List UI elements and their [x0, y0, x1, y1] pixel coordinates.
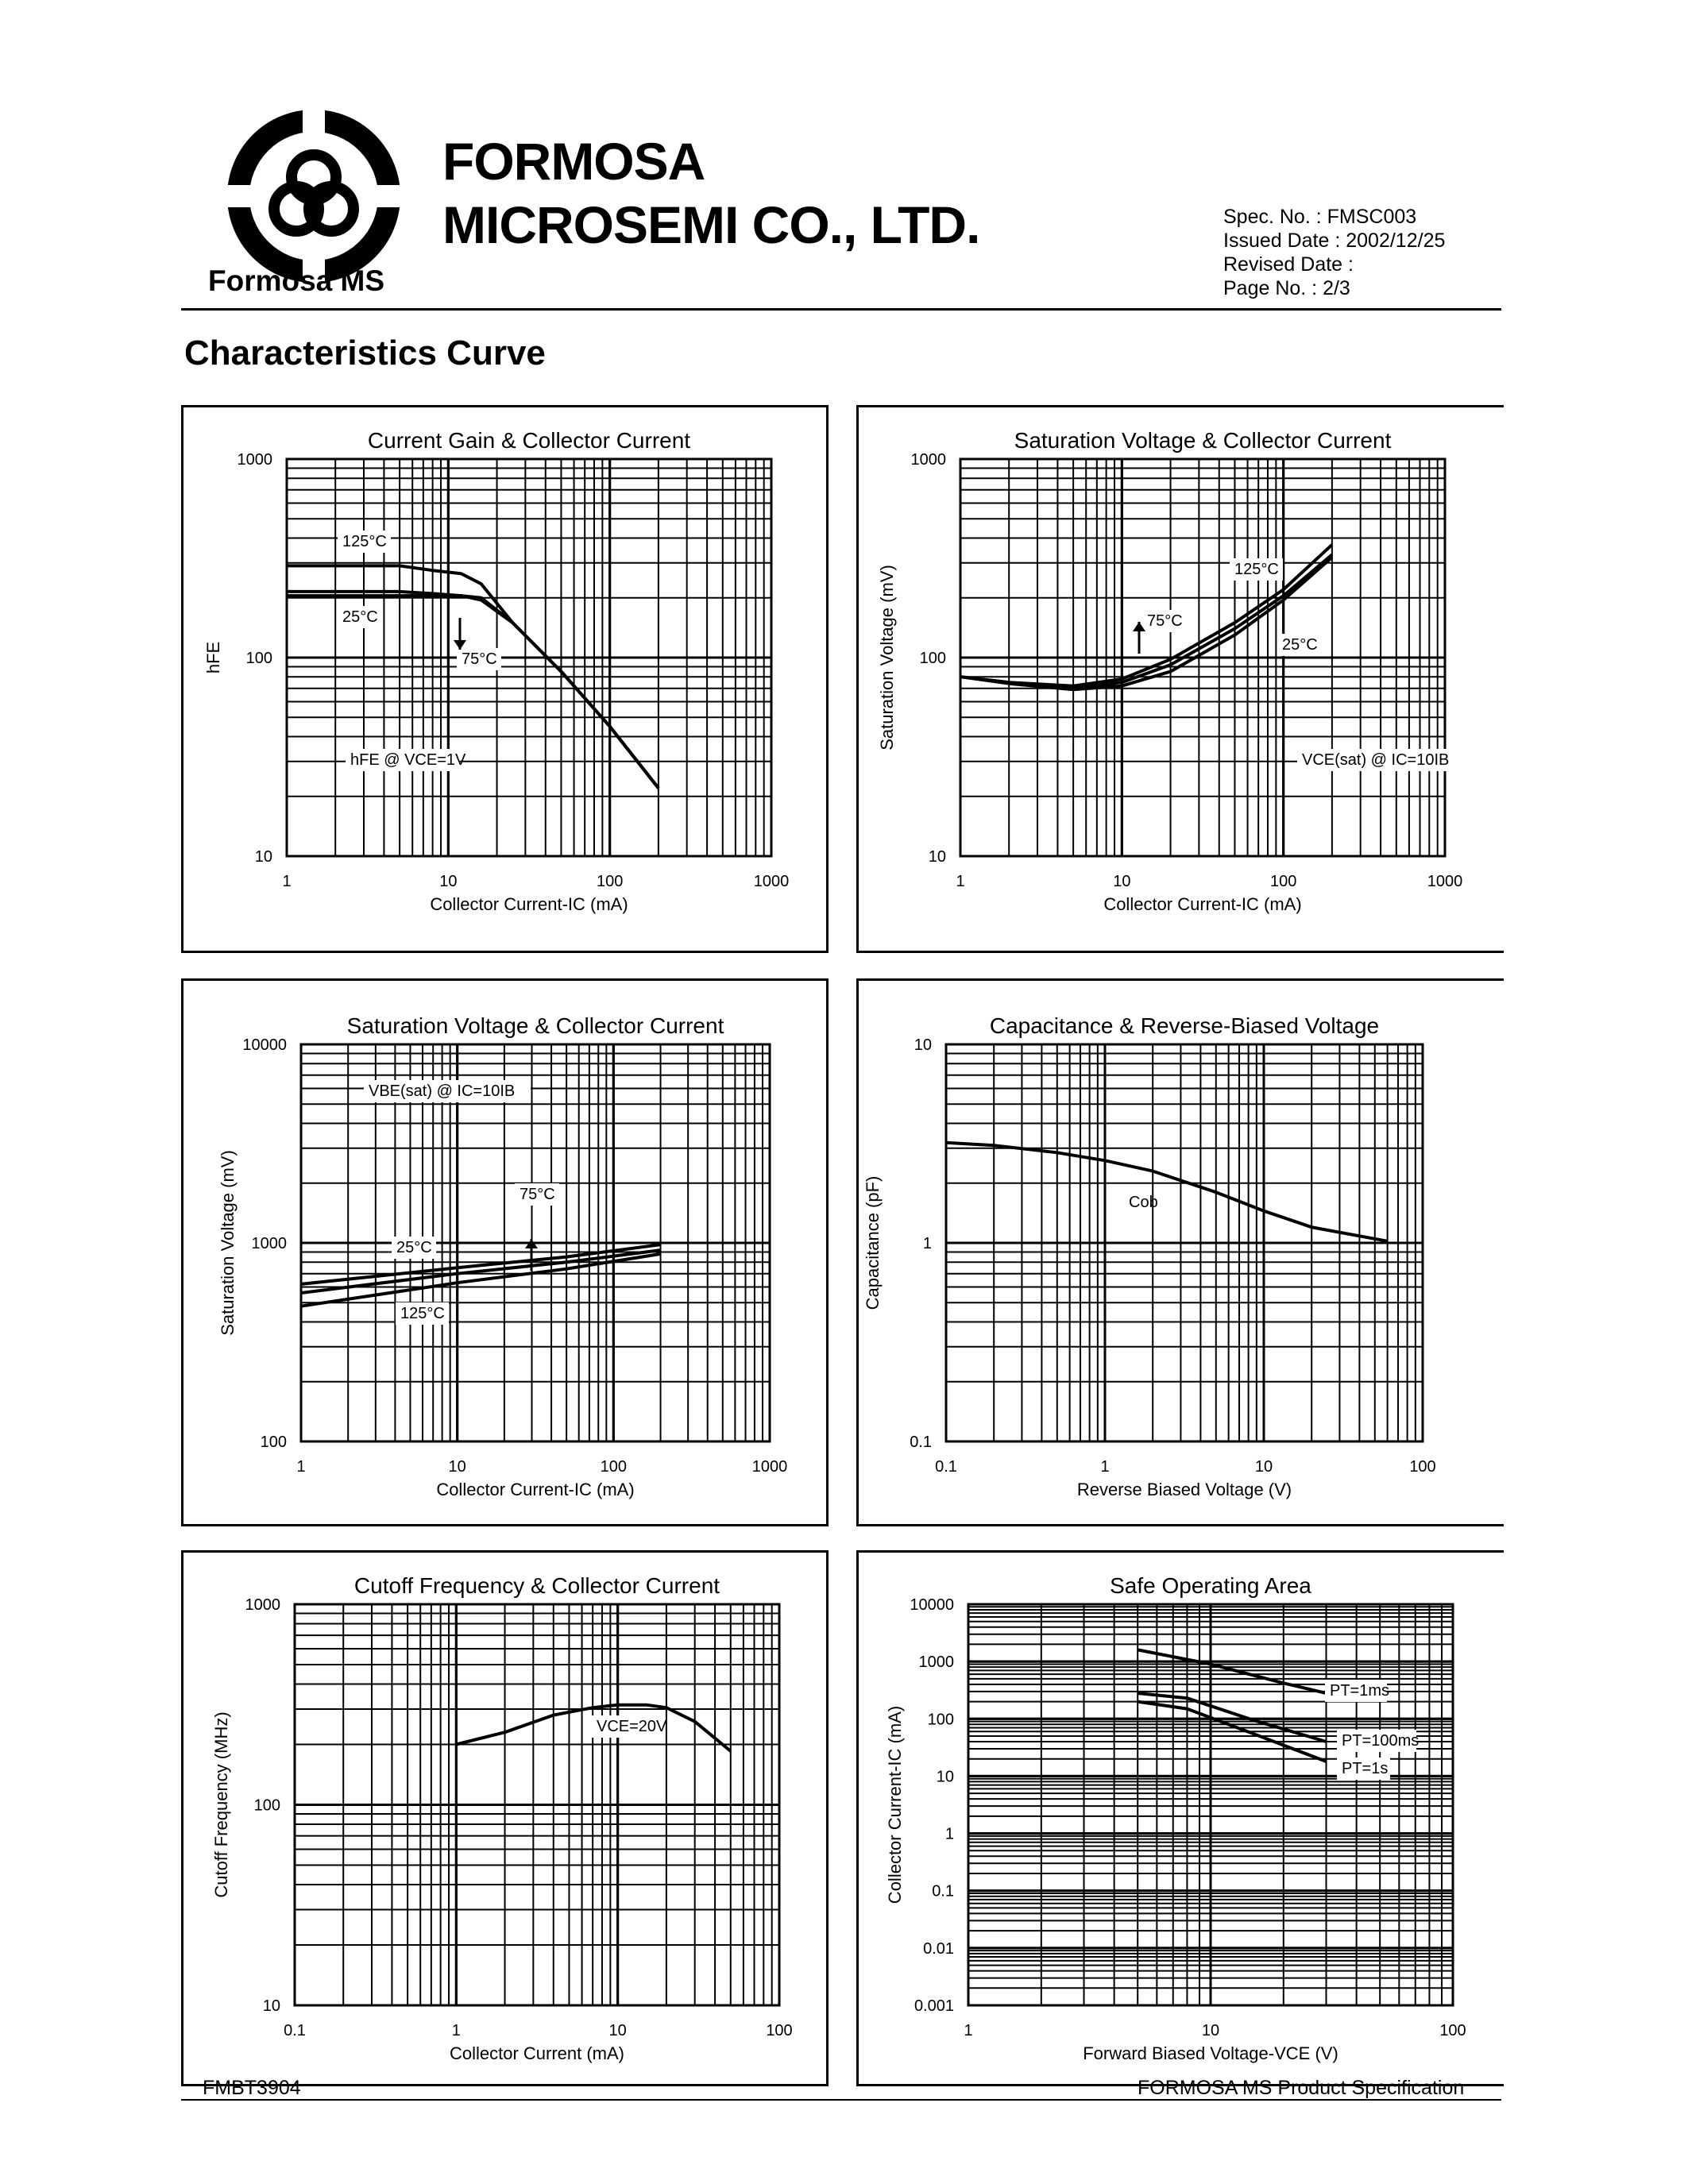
x-tick-label: 1 — [282, 873, 292, 890]
chart-capacitance — [856, 978, 1504, 1526]
plot-area — [203, 428, 789, 914]
annotation-label: PT=1s — [1342, 1760, 1389, 1777]
plot-area — [885, 1573, 1466, 2063]
x-tick-label: 1000 — [1427, 873, 1463, 890]
annotation-label: 25°C — [1282, 636, 1318, 654]
y-tick-label: 0.01 — [923, 1939, 954, 1958]
y-tick-label: 100 — [927, 1711, 954, 1729]
formosa-logo-icon — [225, 107, 404, 286]
y-axis-label: Cutoff Frequency (MHz) — [211, 1711, 231, 1898]
annotation-label: 75°C — [1147, 612, 1183, 630]
x-tick-label: 10 — [1113, 873, 1131, 890]
y-axis-label: Saturation Voltage (mV) — [877, 565, 897, 751]
plot-area — [877, 428, 1464, 914]
header-divider — [181, 308, 1501, 311]
footer-spec-label: FORMOSA MS Product Specification — [1138, 2077, 1465, 2099]
y-tick-label: 100 — [260, 1433, 287, 1451]
company-name-line1: FORMOSA — [442, 132, 705, 191]
y-tick-label: 0.1 — [910, 1433, 932, 1451]
y-tick-label: 100 — [919, 650, 946, 667]
x-axis-label: Reverse Biased Voltage (V) — [1076, 1480, 1292, 1499]
y-tick-label: 1000 — [251, 1235, 287, 1252]
y-tick-label: 100 — [245, 650, 272, 667]
chart-title: Cutoff Frequency & Collector Current — [353, 1573, 720, 1598]
plot-area — [211, 1573, 793, 2063]
y-axis-label: Capacitance (pF) — [863, 1175, 883, 1310]
y-axis-label: hFE — [203, 641, 223, 674]
plot-area — [218, 1013, 787, 1499]
spec-number: Spec. No. : FMSC003 — [1223, 206, 1417, 228]
x-tick-label: 10 — [439, 873, 458, 890]
y-tick-label: 10 — [928, 848, 946, 866]
x-axis-label: Collector Current-IC (mA) — [430, 894, 628, 914]
chart-title: Capacitance & Reverse-Biased Voltage — [989, 1013, 1380, 1038]
chart-title: Saturation Voltage & Collector Current — [346, 1013, 724, 1038]
issued-date: Issued Date : 2002/12/25 — [1223, 230, 1446, 252]
chart-current-gain — [181, 405, 829, 953]
series-line — [946, 1143, 1388, 1241]
annotation-label: PT=1ms — [1330, 1682, 1390, 1700]
chart-title: Current Gain & Collector Current — [367, 428, 691, 453]
x-tick-label: 1 — [956, 873, 965, 890]
footer-divider — [181, 2099, 1501, 2101]
y-tick-label: 0.1 — [932, 1882, 954, 1900]
y-tick-label: 10000 — [910, 1596, 954, 1614]
annotation-label: VCE=20V — [597, 1718, 667, 1735]
y-tick-label: 10 — [262, 1997, 280, 2015]
y-tick-label: 1 — [922, 1235, 932, 1252]
x-tick-label: 1 — [964, 2022, 973, 2039]
x-tick-label: 100 — [596, 873, 624, 890]
x-tick-label: 100 — [1269, 873, 1297, 890]
annotation-label: VBE(sat) @ IC=10IB — [369, 1082, 516, 1100]
chart-title: Safe Operating Area — [1110, 1573, 1311, 1598]
x-tick-label: 10 — [1201, 2022, 1220, 2039]
annotation-label: hFE @ VCE=1V — [350, 751, 466, 769]
y-tick-label: 100 — [253, 1796, 280, 1815]
y-tick-label: 1000 — [245, 1596, 280, 1614]
x-tick-label: 1 — [451, 2022, 461, 2039]
section-title: Characteristics Curve — [184, 334, 546, 372]
y-tick-label: 10 — [254, 848, 272, 866]
x-tick-label: 100 — [600, 1458, 628, 1476]
logo-text: Formosa MS — [208, 264, 385, 297]
annotation-label: VCE(sat) @ IC=10IB — [1302, 751, 1450, 769]
y-tick-label: 1 — [944, 1825, 954, 1843]
chart-safe-operating-area — [856, 1550, 1504, 2086]
x-tick-label: 0.1 — [284, 2022, 306, 2039]
annotation-label: PT=100ms — [1342, 1732, 1420, 1750]
x-tick-label: 10 — [1254, 1458, 1273, 1476]
annotation-label: Cob — [1129, 1194, 1158, 1211]
chart-saturation-voltage-vbe — [181, 978, 829, 1526]
x-tick-label: 1 — [296, 1458, 306, 1476]
x-tick-label: 1 — [1100, 1458, 1110, 1476]
revised-date: Revised Date : — [1223, 253, 1354, 276]
y-tick-label: 10 — [936, 1768, 954, 1786]
chart-cutoff-frequency — [181, 1550, 829, 2086]
annotation-label: 125°C — [1234, 561, 1279, 578]
annotation-label: 25°C — [342, 608, 378, 626]
y-tick-label: 1000 — [910, 451, 946, 469]
y-tick-label: 0.001 — [914, 1997, 954, 2015]
y-tick-label: 1000 — [918, 1653, 954, 1672]
annotation-label: 125°C — [400, 1305, 445, 1322]
x-tick-label: 1000 — [753, 873, 790, 890]
series-line — [1138, 1650, 1326, 1693]
chart-title: Saturation Voltage & Collector Current — [1014, 428, 1392, 453]
y-tick-label: 10 — [914, 1036, 932, 1054]
x-tick-label: 1000 — [751, 1458, 788, 1476]
page-number: Page No. : 2/3 — [1223, 277, 1350, 299]
y-axis-label: Saturation Voltage (mV) — [218, 1150, 238, 1336]
plot-area — [863, 1013, 1436, 1499]
company-logo — [225, 107, 404, 286]
annotation-label: 125°C — [342, 533, 387, 550]
x-tick-label: 100 — [1439, 2022, 1466, 2039]
y-axis-label: Collector Current-IC (mA) — [885, 1705, 905, 1904]
y-tick-label: 10000 — [242, 1036, 287, 1054]
x-axis-label: Collector Current-IC (mA) — [1103, 894, 1302, 914]
annotation-label: 25°C — [396, 1239, 432, 1256]
x-axis-label: Forward Biased Voltage-VCE (V) — [1083, 2043, 1338, 2063]
x-tick-label: 0.1 — [935, 1458, 957, 1476]
company-name-line2: MICROSEMI CO., LTD. — [442, 195, 980, 254]
x-axis-label: Collector Current-IC (mA) — [436, 1480, 635, 1499]
x-tick-label: 100 — [1409, 1458, 1436, 1476]
chart-saturation-voltage-vce — [856, 405, 1504, 953]
x-tick-label: 100 — [766, 2022, 793, 2039]
x-axis-label: Collector Current (mA) — [449, 2043, 625, 2063]
annotation-label: 75°C — [462, 650, 497, 668]
series-line — [1138, 1693, 1326, 1742]
x-tick-label: 10 — [608, 2022, 627, 2039]
y-tick-label: 1000 — [237, 451, 272, 469]
x-tick-label: 10 — [448, 1458, 466, 1476]
footer-part-number: FMBT3904 — [203, 2077, 301, 2099]
annotation-label: 75°C — [520, 1186, 555, 1203]
